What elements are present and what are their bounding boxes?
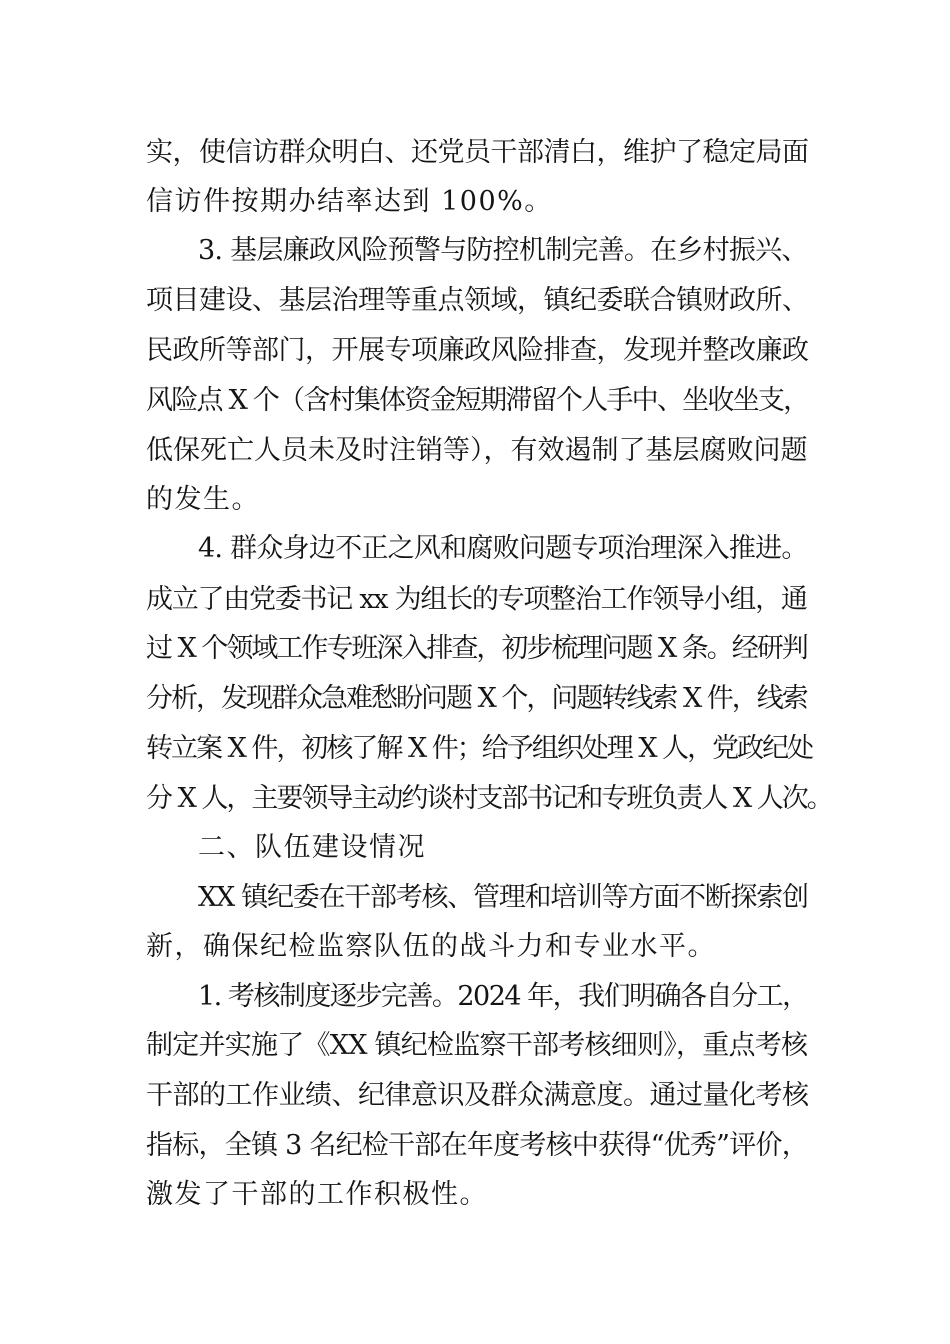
text-line: 分析，发现群众急难愁盼问题 X 个，问题转线索 X 件，线索: [146, 683, 807, 714]
text-line: 低保死亡人员未及时注销等），有效遏制了基层腐败问题: [146, 435, 808, 466]
text-line: 1. 考核制度逐步完善。2024 年，我们明确各自分工，: [198, 981, 808, 1012]
text-line: 民政所等部门，开展专项廉政风险排查，发现并整改廉政: [146, 335, 809, 366]
text-line: 分 X 人，主要领导主动约谈村支部书记和专班负责人 X 人次。: [146, 783, 832, 814]
text-line: 4. 群众身边不正之风和腐败问题专项治理深入推进。: [198, 533, 808, 564]
text-line: 的发生。: [146, 484, 260, 515]
text-line: 过 X 个领域工作专班深入排查，初步梳理问题 X 条。经研判: [146, 633, 807, 664]
text-line: 指标，全镇 3 名纪检干部在年度考核中获得“优秀”评价，: [146, 1130, 808, 1161]
text-line: 转立案 X 件，初核了解 X 件；给予组织处理 X 人，党政纪处: [146, 733, 813, 764]
text-line: 3. 基层廉政风险预警与防控机制完善。在乡村振兴、: [198, 235, 808, 266]
text-line: XX 镇纪委在干部考核、管理和培训等方面不断探索创: [198, 882, 808, 913]
text-line: 项目建设、基层治理等重点领域，镇纪委联合镇财政所、: [146, 285, 809, 316]
section-heading: 二、队伍建设情况: [198, 832, 426, 863]
text-line: 干部的工作业绩、纪律意识及群众满意度。通过量化考核: [146, 1080, 809, 1111]
text-line: 新，确保纪检监察队伍的战斗力和专业水平。: [146, 931, 716, 962]
text-line: 实，使信访群众明白、还党员干部清白，维护了稳定局面: [146, 137, 809, 168]
text-line: 制定并实施了《XX 镇纪检监察干部考核细则》，重点考核: [146, 1030, 808, 1061]
text-line: 信访件按期办结率达到 100%。: [146, 186, 553, 217]
text-line: 激发了干部的工作积极性。: [146, 1179, 488, 1210]
text-line: 成立了由党委书记 xx 为组长的专项整治工作领导小组，通: [146, 584, 807, 615]
text-line: 风险点 X 个（含村集体资金短期滞留个人手中、坐收坐支，: [146, 385, 809, 416]
